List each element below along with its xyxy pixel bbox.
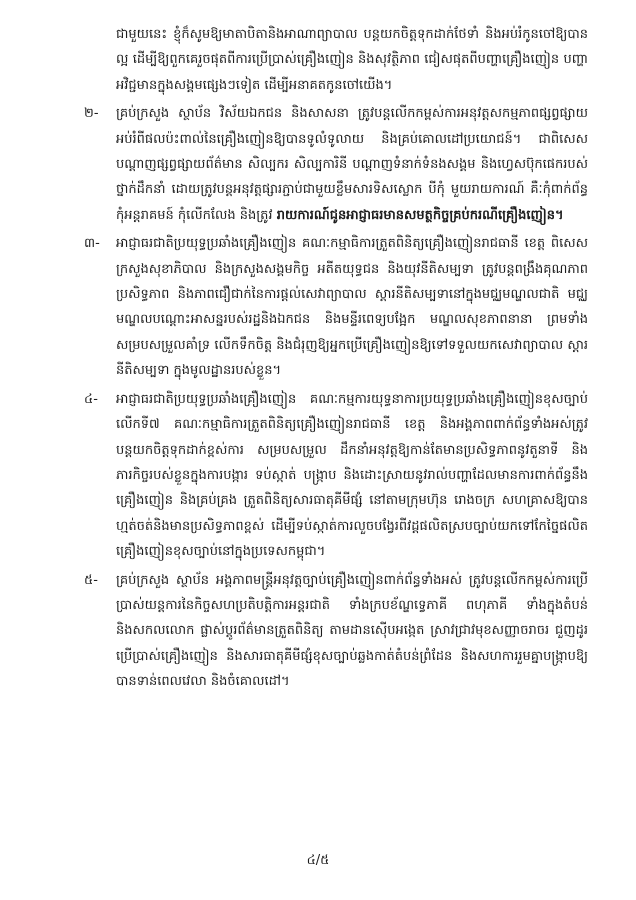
item-text: [116, 101, 588, 228]
item-number: ៤-: [84, 391, 98, 407]
item-body: អាជ្ញាធរជាតិប្រយុទ្ធប្រឆាំងគ្រឿងញៀន គណៈកម្មការយុទ្ធនាការប្រយុទ្ធប្រឆាំងគ្រឿងញៀនខុសច្បាប់លើកទី៧ គណៈកម្មាធិការត្រួតពិនិត្យគ្រឿងញៀនរាជធានី ខេត្ត និងអង្គភាពពាក់ព័ន្ធទាំងអស់ត្រូវបន្តយកចិត្តទុកដាក់ខ្ពស់ការ សម្របសម្រួល ដឹកនាំអនុវត្តឱ្យកាន់តែមានប្រសិទ្ធភាពនូវតួនាទី និងភារកិច្ចរបស់ខ្លួនក្នុងការបង្ការ ទប់ស្កាត់ បង្ក្រាប និងដោះស្រាយនូវរាល់បញ្ហាដែលមានការពាក់ព័ន្ធនឹងគ្រឿងញៀន និងគ្រប់គ្រង ត្រួតពិនិត្យសារធាតុគីមីផ្សំ នៅតាមក្រុមហ៊ុន រោងចក្រ សហគ្រាសឱ្យបានហ្មត់ចត់និងមានប្រសិទ្ធភាពខ្ពស់ ដើម្បីទប់ស្កាត់ការលួចបង្វែរពីវដ្តផលិតស្របច្បាប់យកទៅកែច្នៃផលិតគ្រឿងញៀនខុសច្បាប់នៅក្នុងប្រទេសកម្ពុជា។: [116, 391, 588, 560]
item-number: ២-: [84, 106, 99, 122]
item-body: គ្រប់ក្រសួង ស្ថាប័ន អង្គភាពមន្ត្រីអនុវត្តច្បាប់គ្រឿងញៀនពាក់ព័ន្ធទាំងអស់ ត្រូវបន្តលើកកម្ពស់ការប្រើប្រាស់យន្តការនៃកិច្ចសហប្រតិបត្តិការអន្តរជាតិ ទាំងក្របខ័ណ្ឌទ្វេភាគី ពហុភាគី ទាំងក្នុងតំបន់ និងសកលលោក ផ្លាស់ប្តូរព័ត៌មានត្រួតពិនិត្យ តាមដានស៊ើបអង្កេត ស្រាវជ្រាវមុខសញ្ញាចរាចរ ជួញដូរ ប្រើប្រាស់គ្រឿងញៀន និងសារធាតុគីមីផ្សំខុសច្បាប់ឆ្លងកាត់តំបន់ព្រំដែន និងសហការរួមគ្នាបង្ក្រាបឱ្យបានទាន់ពេលវេលា និងចំគោលដៅ។: [116, 572, 588, 690]
item-body: អាជ្ញាធរជាតិប្រយុទ្ធប្រឆាំងគ្រឿងញៀន គណៈកម្មាធិការត្រួតពិនិត្យគ្រឿងញៀនរាជធានី ខេត្ត ពិសេសក្រសួងសុខាភិបាល និងក្រសួងសង្គមកិច្ច អតីតយុទ្ធជន និងយុវនីតិសម្បទា ត្រូវបន្តពង្រឹងគុណភាពប្រសិទ្ធភាព និងភាពជឿជាក់នៃការផ្តល់សេវាព្យាបាល ស្តារនីតិសម្បទានៅក្នុងមជ្ឈមណ្ឌលជាតិ មជ្ឈមណ្ឌលបណ្តោះអាសន្នរបស់រដ្ឋនិងឯកជន និងមន្ទីរពេទ្យបង្អែក មណ្ឌលសុខភាពនានា ព្រមទាំងសម្របសម្រួលគាំទ្រ លើកទឹកចិត្ត និងជំរុញឱ្យអ្នកប្រើគ្រឿងញៀនឱ្យទៅទទួលយកសេវាព្យាបាល ស្តារនីតិសម្បទា ក្នុងមូលដ្ឋានរបស់ខ្លួន។: [116, 236, 588, 379]
item-emphasis: រាយការណ៍ជូនអាជ្ញាធរមានសមត្ថកិច្ចគ្រប់ករណីគ្រឿងញៀន។: [276, 207, 564, 223]
list-item-5: [84, 568, 588, 695]
item-number: ៥-: [84, 572, 98, 588]
list-item-2: [84, 101, 588, 228]
list-item-4: [84, 387, 588, 565]
item-text: [116, 387, 588, 565]
item-text: [116, 568, 588, 695]
list-item-3: [84, 231, 588, 383]
item-body: គ្រប់ក្រសួង ស្ថាប័ន វិស័យឯកជន និងសាសនា ត្រូវបន្តលើកកម្ពស់ការអនុវត្តសកម្មភាពផ្សព្វផ្សាយអប់រំពីផលប៉ះពាល់នៃគ្រឿងញៀនឱ្យបានទូលំទូលាយ និងគ្រប់គោលដៅប្រយោជន៍។ ជាពិសេស បណ្តាញផ្សព្វផ្សាយព័ត៌មាន សិល្បករ សិល្បការិនី បណ្តាញទំនាក់ទំនងសង្គម និងហ្វេសប៊ុកផេករបស់ថ្នាក់ដឹកនាំ ដោយត្រូវបន្តអនុវត្តផ្សារភ្ជាប់ជាមួយខ្លឹមសារទិសស្លោក បីកុំ មួយរាយការណ៍ គឺៈកុំពាក់ព័ន្ធ កុំអន្តរាគមន៍ កុំលើកលែង និងត្រូវ: [116, 106, 588, 223]
item-text: [116, 231, 588, 383]
intro-paragraph: ជាមួយនេះ ខ្ញុំក៏សូមឱ្យមាតាបិតានិងអាណាព្យាបាល បន្តយកចិត្តទុកដាក់ថែទាំ និងអប់រំកូនចៅឱ្យបានល្អ ដើម្បីឱ្យពួកគេរួចផុតពីការប្រើប្រាស់គ្រឿងញៀន និងសុវត្ថិភាព ជៀសផុតពីបញ្ហាគ្រឿងញៀន បញ្ហាអវិជ្ជមានក្នុងសង្គមផ្សេងៗទៀត ដើម្បីអនាគតកូនចៅយើង។: [116, 27, 588, 93]
item-number: ៣-: [84, 236, 100, 252]
page-number: ៤/៥: [306, 853, 330, 868]
